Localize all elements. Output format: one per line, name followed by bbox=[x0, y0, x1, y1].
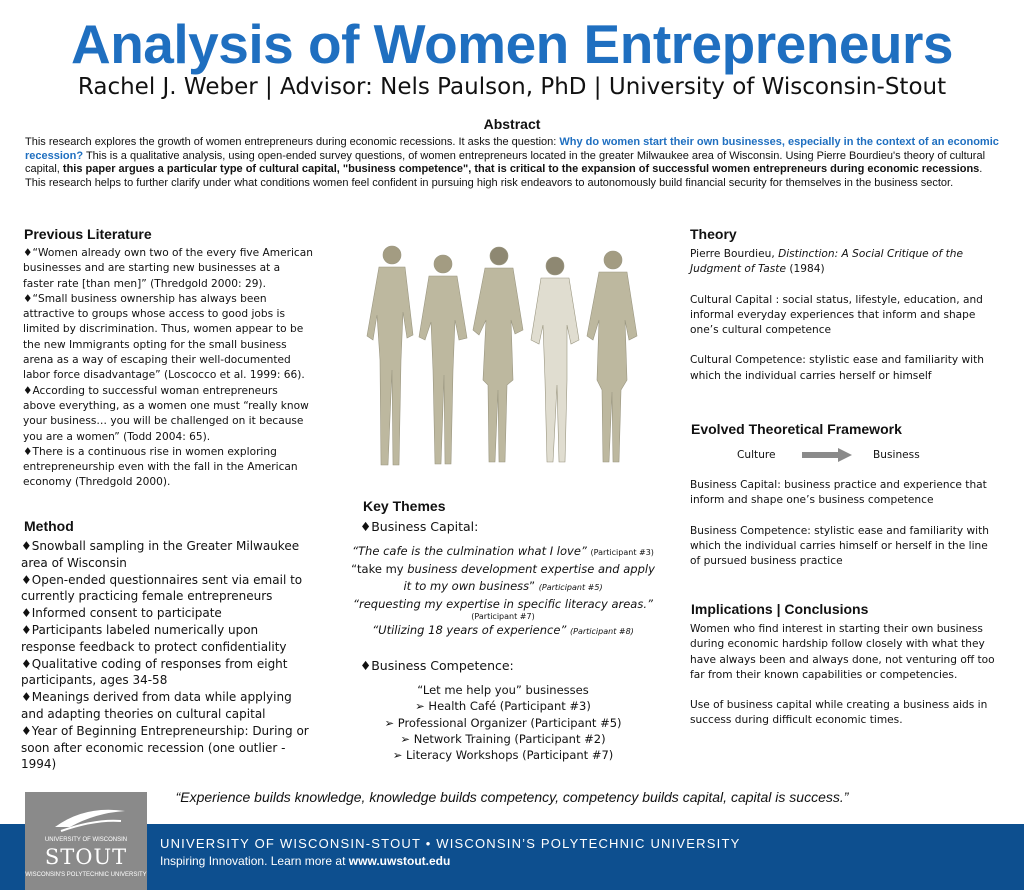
method-item: ♦Qualitative coding of responses from eight participants, ages 34-58 bbox=[21, 656, 288, 688]
business-competence-label: ♦Business Competence: bbox=[360, 658, 514, 673]
literature-item: ♦“Small business ownership has always been attractive to groups whose access to good jobs is limited by discrimination. Thus, women appear to be the new Immigrants opting for the small business arena as a way of escaping their well-documented labor force disadvantage” (Loscocco et al. 1999: 66). bbox=[23, 292, 305, 382]
implications-paragraph: Use of business capital while creating a business aids in success during difficult economic times. bbox=[690, 699, 988, 727]
framework-arrow-row bbox=[690, 445, 990, 465]
capital-quote: “Utilizing 18 years of experience” (Participant #8) bbox=[372, 623, 634, 638]
implications-heading: Implications | Conclusions bbox=[691, 601, 869, 617]
capital-quotes bbox=[350, 543, 656, 640]
cultural-capital-def: Cultural Capital : social status, lifestyle, education, and informal everyday experiences that inform and shape one’s cultural competence bbox=[690, 293, 983, 337]
literature-list bbox=[23, 246, 313, 491]
literature-item: ♦There is a continuous rise in women exploring entrepreneurship even with the fall in the American economy (Thredgold 2000). bbox=[23, 445, 298, 489]
footer-university-line: UNIVERSITY OF WISCONSIN-STOUT • WISCONSIN’S POLYTECHNIC UNIVERSITY bbox=[160, 836, 741, 851]
business-capital-label: ♦Business Capital: bbox=[360, 519, 479, 534]
right-arrow-icon bbox=[802, 448, 852, 462]
competence-item: ➢ Health Café (Participant #3) bbox=[415, 699, 591, 714]
method-list bbox=[21, 538, 311, 773]
method-item: ♦Meanings derived from data while applying and adapting theories on cultural capital bbox=[21, 690, 292, 721]
method-heading: Method bbox=[24, 518, 74, 534]
capital-quote: “take my business development expertise and apply it to my own business” (Participant #5) bbox=[351, 562, 655, 593]
competence-item: ➢ Network Training (Participant #2) bbox=[400, 731, 606, 746]
footer-tagline: Inspiring Innovation. Learn more at www.uwstout.edu bbox=[160, 854, 451, 868]
competence-item: ➢ Professional Organizer (Participant #5) bbox=[384, 715, 622, 730]
theory-reference: Pierre Bourdieu, Distinction: A Social Critique of the Judgment of Taste (1984) bbox=[690, 248, 964, 276]
method-item: ♦Snowball sampling in the Greater Milwaukee area of Wisconsin bbox=[21, 539, 300, 570]
implications-text bbox=[690, 622, 995, 729]
literature-heading: Previous Literature bbox=[24, 226, 152, 242]
capital-quote-source: (Participant #7) bbox=[471, 612, 535, 622]
theory-heading: Theory bbox=[690, 226, 737, 242]
framework-to: Business bbox=[873, 449, 920, 461]
competence-list bbox=[350, 682, 656, 763]
competence-lead: “Let me help you” businesses bbox=[417, 683, 589, 697]
framework-heading: Evolved Theoretical Framework bbox=[691, 421, 902, 437]
abstract-text: This research explores the growth of women entrepreneurs during economic recessions. It asks the question: Why do women start their own businesses, especially in the context of an economic recession? This is a qualitative analysis, using open-ended survey questions, of women entrepreneurs located in the greater Milwaukee area of Wisconsin. Using Pierre Bourdieu's theory of cultural capital, this paper argues a particular type of cultural capital, "business competence", that is critical to the expansion of successful women entrepreneurs during economic recessions. This research helps to further clarify under what conditions women feel confident in pursuing high risk endeavors to autonomously build financial security for themselves in the business sector. bbox=[25, 136, 999, 189]
logo-swoosh-icon bbox=[25, 797, 147, 837]
cultural-competence-def: Cultural Competence: stylistic ease and familiarity with which the individual carries herself or himself bbox=[690, 354, 984, 382]
capital-quote: “The cafe is the culmination what I love” (Participant #3) bbox=[352, 544, 654, 558]
closing-quote: “Experience builds knowledge, knowledge builds competency, competency builds capital, capital is success.” bbox=[175, 789, 849, 805]
uw-stout-logo: UNIVERSITY OF WISCONSIN STOUT WISCONSIN'S POLYTECHNIC UNIVERSITY bbox=[25, 792, 147, 890]
literature-item: ♦“Women already own two of the every five American businesses and are starting new businesses at a faster rate [than men]” (Thredgold 2000: 29). bbox=[23, 247, 313, 290]
competence-item: ➢ Literacy Workshops (Participant #7) bbox=[392, 748, 614, 763]
implications-paragraph: Women who find interest in starting their own business during economic hardship follow closely with what they have always been and always done, not venturing off too far from their known capabilities or competencies. bbox=[690, 623, 995, 681]
business-competence-def: Business Competence: stylistic ease and familiarity with which the individual carries himself or herself in the line of pursued business practice bbox=[690, 524, 989, 568]
footer-website-link[interactable]: www.uwstout.edu bbox=[348, 854, 451, 868]
framework-text bbox=[690, 478, 990, 569]
footer-bar bbox=[0, 824, 1024, 890]
theory-text bbox=[690, 247, 990, 384]
method-item: ♦Participants labeled numerically upon response feedback to protect confidentiality bbox=[21, 622, 287, 654]
framework-from: Culture bbox=[737, 449, 776, 461]
method-item: ♦Open-ended questionnaires sent via email to currently practicing female entrepreneurs bbox=[21, 572, 303, 604]
literature-item: ♦According to successful woman entrepreneurs above everything, as a women one must “really know your business… you will be challenged on it because you are a women” (Todd 2004: 65). bbox=[23, 384, 309, 443]
key-themes-heading: Key Themes bbox=[363, 498, 446, 514]
method-item: ♦Year of Beginning Entrepreneurship: During or soon after economic recession (one outlier - 1994) bbox=[21, 723, 309, 772]
method-item: ♦Informed consent to participate bbox=[21, 606, 222, 621]
abstract-heading: Abstract bbox=[483, 116, 541, 132]
business-capital-def: Business Capital: business practice and experience that inform and shape one’s business competence bbox=[690, 479, 987, 507]
poster-title: Analysis of Women Entrepreneurs bbox=[70, 13, 954, 75]
women-group-photo bbox=[355, 240, 650, 472]
capital-quote: “requesting my expertise in specific literacy areas.” bbox=[353, 596, 653, 611]
poster-subtitle: Rachel J. Weber | Advisor: Nels Paulson, PhD | University of Wisconsin-Stout bbox=[77, 74, 947, 100]
